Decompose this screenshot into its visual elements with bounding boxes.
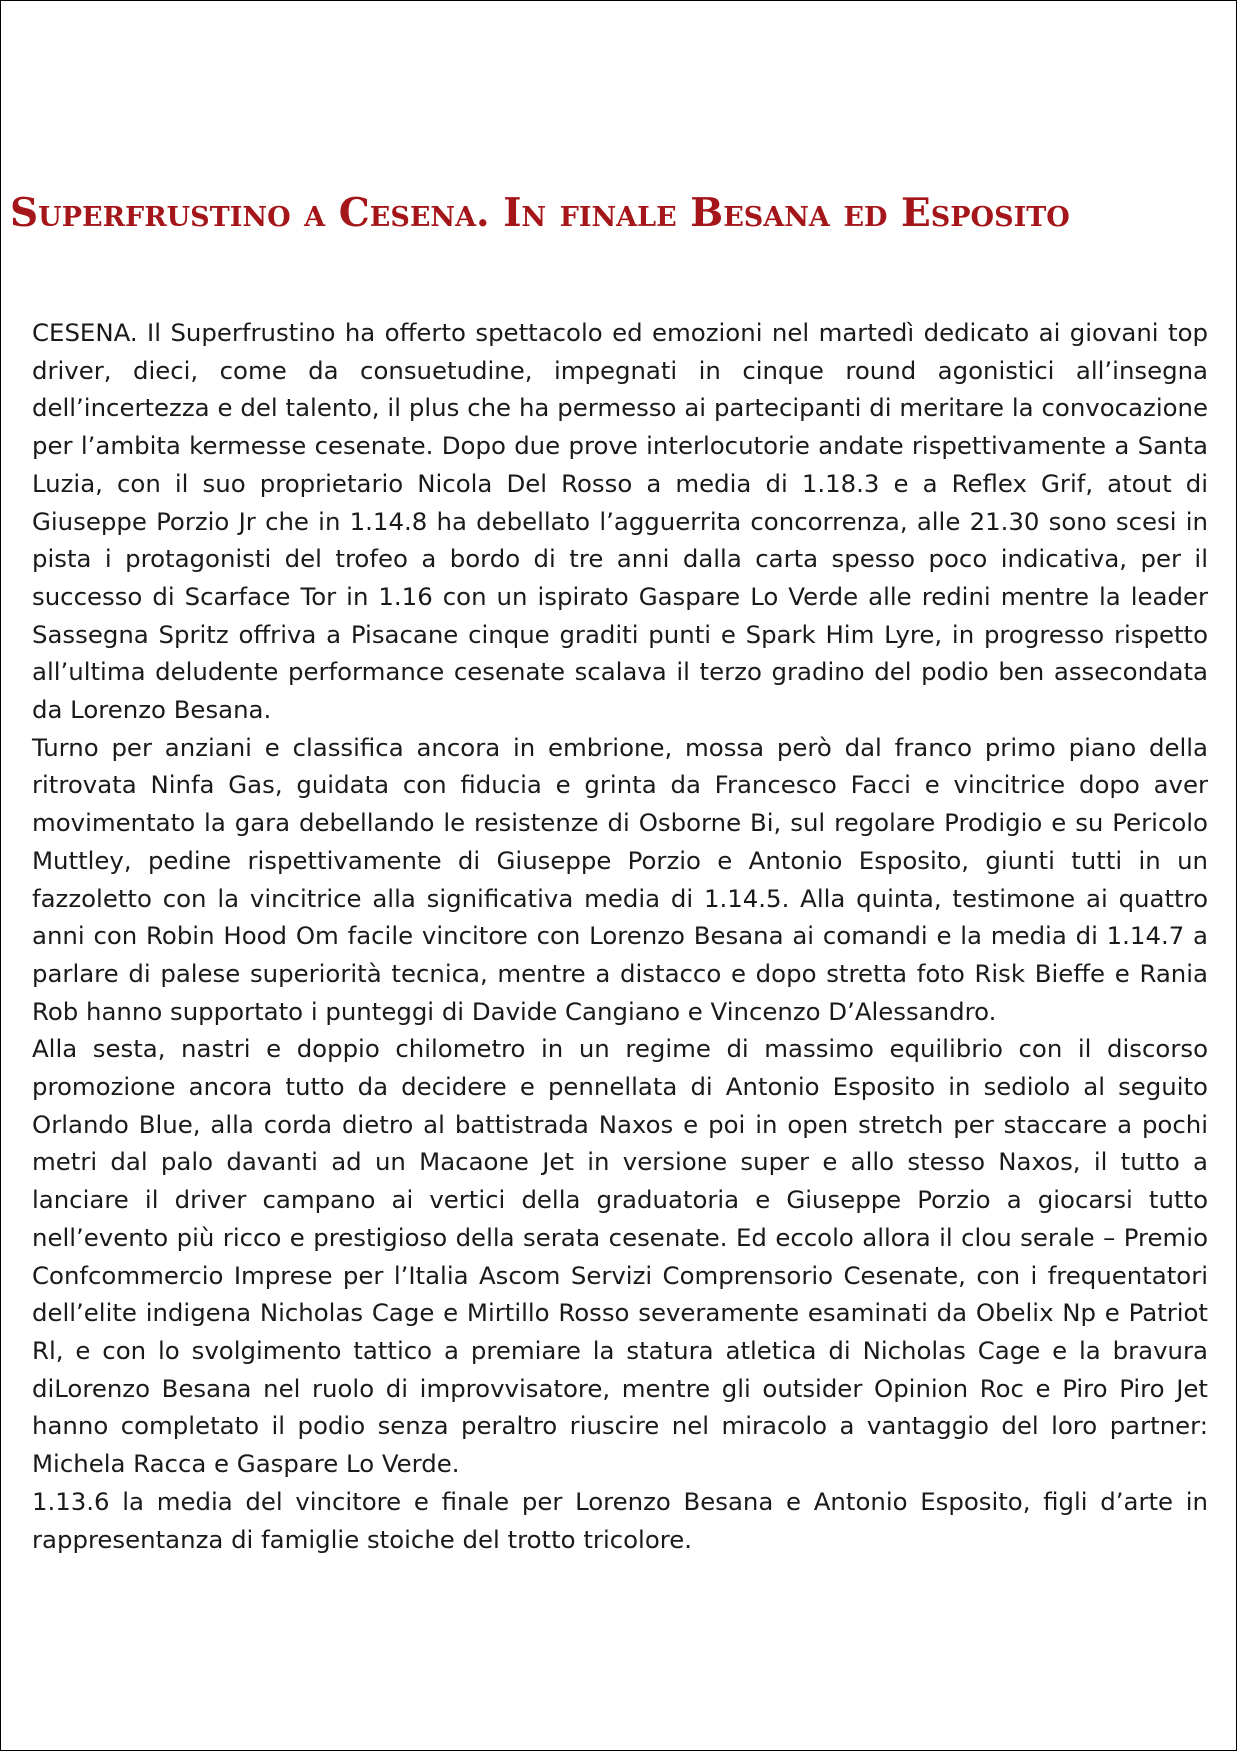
article-title: Superfrustino a Cesena. In finale Besana ed Esposito [10,190,1070,236]
article-body [32,314,1208,1558]
article-paragraph: Alla sesta, nastri e doppio chilometro in un regime di massimo equilibrio con il discorso promozione ancora tutto da decidere e pennellata di Antonio Esposito in sediolo al seguito Orlando Blue, alla corda dietro al battistrada Naxos e poi in open stretch per staccare a pochi metri dal palo davanti ad un Macaone Jet in versione super e allo stesso Naxos, il tutto a lanciare il driver campano ai vertici della graduatoria e Giuseppe Porzio a giocarsi tutto nell’evento più ricco e prestigioso della serata cesenate. Ed eccolo allora il clou serale – Premio Confcommercio Imprese per l’Italia Ascom Servizi Comprensorio Cesenate, con i frequentatori dell’elite indigena Nicholas Cage e Mirtillo Rosso severamente esaminati da Obelix Np e Patriot Rl, e con lo svolgimento tattico a premiare la statura atletica di Nicholas Cage e la bravura diLorenzo Besana nel ruolo di improvvisatore, mentre gli outsider Opinion Roc e Piro Piro Jet hanno completato il podio senza peraltro riuscire nel miracolo a vantaggio del loro partner: Michela Racca e Gaspare Lo Verde. [32,1034,1208,1479]
article-paragraph: 1.13.6 la media del vincitore e finale per Lorenzo Besana e Antonio Esposito, figli d’arte in rappresentanza di famiglie stoiche del trotto tricolore. [32,1486,1208,1554]
article-paragraph: CESENA. Il Superfrustino ha offerto spettacolo ed emozioni nel martedì dedicato ai giovani top driver, dieci, come da consuetudine, impegnati in cinque round agonistici all’insegna dell’incertezza e del talento, il plus che ha permesso ai partecipanti di meritare la convocazione per l’ambita kermesse cesenate. Dopo due prove interlocutorie andate rispettivamente a Santa Luzia, con il suo proprietario Nicola Del Rosso a media di 1.18.3 e a Reflex Grif, atout di Giuseppe Porzio Jr che in 1.14.8 ha debellato l’agguerrita concorrenza, alle 21.30 sono scesi in pista i protagonisti del trofeo a bordo di tre anni dalla carta spesso poco indicativa, per il successo di Scarface Tor in 1.16 con un ispirato Gaspare Lo Verde alle redini mentre la leader Sassegna Spritz offriva a Pisacane cinque graditi punti e Spark Him Lyre, in progresso rispetto all’ultima deludente performance cesenate scalava il terzo gradino del podio ben assecondata da Lorenzo Besana. [32,318,1208,725]
article-paragraph: Turno per anziani e classifica ancora in embrione, mossa però dal franco primo piano della ritrovata Ninfa Gas, guidata con fiducia e grinta da Francesco Facci e vincitrice dopo aver movimentato la gara debellando le resistenze di Osborne Bi, sul regolare Prodigio e su Pericolo Muttley, pedine rispettivamente di Giuseppe Porzio e Antonio Esposito, giunti tutti in un fazzoletto con la vincitrice alla significativa media di 1.14.5. Alla quinta, testimone ai quattro anni con Robin Hood Om facile vincitore con Lorenzo Besana ai comandi e la media di 1.14.7 a parlare di palese superiorità tecnica, mentre a distacco e dopo stretta foto Risk Bieffe e Rania Rob hanno supportato i punteggi di Davide Cangiano e Vincenzo D’Alessandro. [32,732,1208,1026]
